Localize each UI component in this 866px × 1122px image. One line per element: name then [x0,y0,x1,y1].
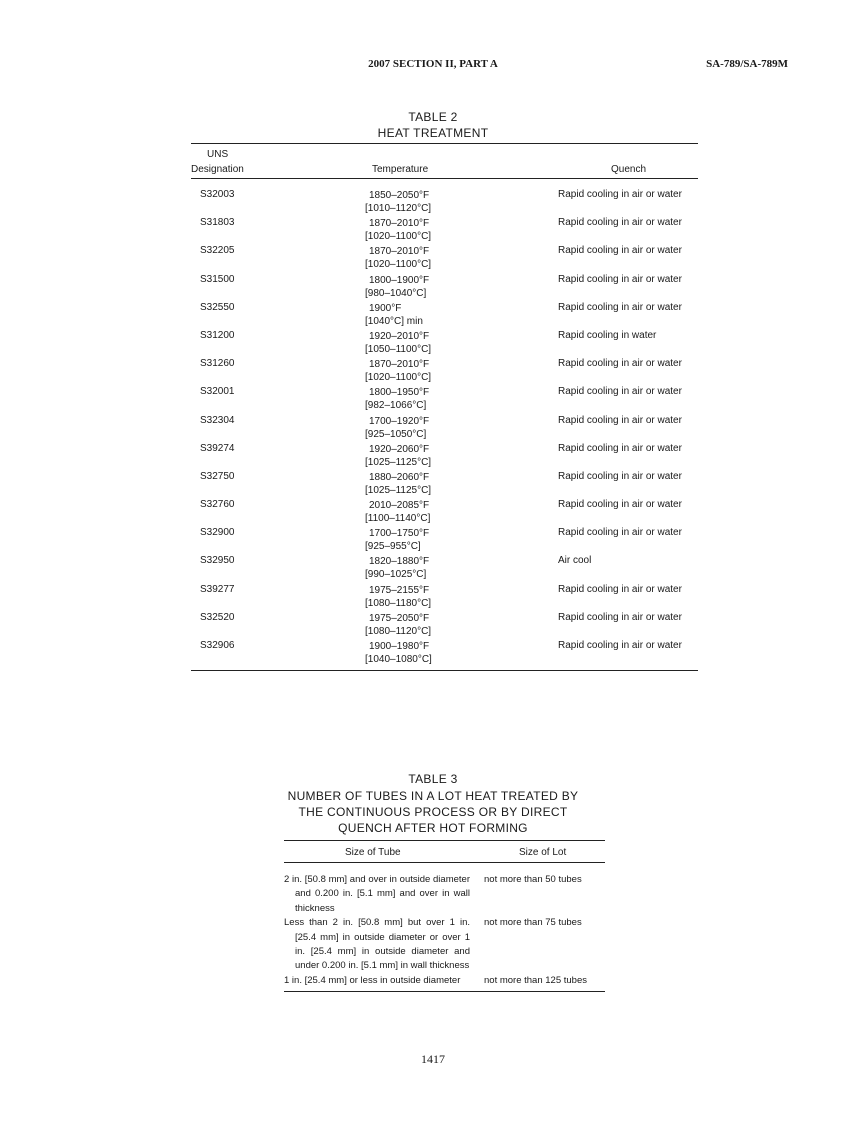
uns-designation-cell: S32950 [200,555,235,567]
size-of-lot-cell: not more than 50 tubes [484,874,582,885]
quench-cell: Rapid cooling in air or water [558,414,682,426]
uns-designation-cell: S32900 [200,527,235,539]
table-row [191,245,698,273]
temperature-cell [365,443,431,469]
table-row [191,612,698,640]
temperature-cell [365,527,429,553]
temperature-celsius: [1025–1125°C] [365,456,432,468]
temperature-celsius: [1040–1080°C] [365,654,432,665]
temperature-celsius: [982–1066°C] [365,400,427,412]
column-header-uns: UNS [207,149,229,160]
temperature-cell [365,274,429,300]
temperature-fahrenheit: 1800–1950°F [369,387,430,399]
uns-designation-cell: S32001 [200,386,235,398]
temperature-cell [365,358,431,384]
uns-designation-cell: S32750 [200,470,235,482]
size-of-tube-cell: 1 in. [25.4 mm] or less in outside diameter [284,974,461,986]
column-header-size-of-tube: Size of Tube [345,847,401,858]
table-row [191,330,698,358]
quench-cell: Rapid cooling in air or water [558,611,682,623]
table-row [191,443,698,471]
page-number: 1417 [421,1052,445,1066]
uns-designation-cell: S32550 [200,301,235,313]
table3-title-line3: QUENCH AFTER HOT FORMING [338,821,528,835]
temperature-celsius: [1100–1140°C] [365,513,431,525]
table3-title-line1: NUMBER OF TUBES IN A LOT HEAT TREATED BY [287,789,579,803]
quench-cell: Rapid cooling in air or water [558,499,682,511]
temperature-celsius: [1020–1100°C] [365,259,432,271]
table-row [284,916,605,974]
temperature-cell [365,189,431,215]
temperature-fahrenheit: 1870–2010°F [369,359,430,371]
temperature-cell [365,330,431,356]
uns-designation-cell: S32304 [200,414,235,426]
quench-cell: Rapid cooling in water [558,329,657,341]
temperature-cell [365,584,431,610]
table-bottom-rule [191,670,698,671]
quench-cell: Rapid cooling in air or water [558,245,682,257]
temperature-fahrenheit: 1870–2010°F [369,218,430,230]
table-row [191,499,698,527]
quench-cell: Rapid cooling in air or water [558,189,682,200]
temperature-celsius: [1010–1120°C] [365,203,432,214]
quench-cell: Rapid cooling in air or water [558,583,682,595]
temperature-cell [365,471,431,497]
quench-cell: Rapid cooling in air or water [558,442,682,454]
temperature-cell [365,415,429,441]
size-of-tube-cell: Less than 2 in. [50.8 mm] but over 1 in. [25.4 mm] in outside diameter or over 1 in. [25.4 mm] in outside diameter and under 0.200 in. [5.1 mm] in wall thickness [284,917,470,972]
temperature-cell [365,640,432,666]
temperature-fahrenheit: 1850–2050°F [369,190,430,201]
uns-designation-cell: S39274 [200,442,235,454]
quench-cell: Rapid cooling in air or water [558,470,682,482]
table-row [284,974,605,988]
uns-designation-cell: S32003 [200,189,235,200]
quench-cell: Rapid cooling in air or water [558,386,682,398]
table-column-headers [284,841,605,862]
temperature-fahrenheit: 1900–1980°F [369,641,430,652]
running-header-section: 2007 SECTION II, PART A [368,58,498,70]
table2-title: HEAT TREATMENT [377,126,489,140]
temperature-cell [365,245,431,271]
table-row [191,640,698,668]
column-header-quench: Quench [611,164,647,175]
temperature-fahrenheit: 1975–2050°F [369,612,430,624]
uns-designation-cell: S39277 [200,583,235,595]
temperature-fahrenheit: 1700–1920°F [369,415,430,427]
temperature-cell [365,302,423,328]
column-header-designation: Designation [191,164,244,175]
quench-cell: Rapid cooling in air or water [558,217,682,229]
table-bottom-rule [284,991,605,992]
uns-designation-cell: S31500 [200,273,235,285]
uns-designation-cell: S32520 [200,611,235,623]
quench-cell: Rapid cooling in air or water [558,273,682,285]
quench-cell: Rapid cooling in air or water [558,301,682,313]
table3-title-line2: THE CONTINUOUS PROCESS OR BY DIRECT [298,805,568,819]
table-column-headers [191,144,698,178]
temperature-celsius: [990–1025°C] [365,569,427,581]
temperature-fahrenheit: 1800–1900°F [369,274,430,286]
table-row [284,873,605,916]
column-header-temperature: Temperature [372,164,429,175]
temperature-cell [365,386,429,412]
temperature-cell [365,217,431,243]
temperature-celsius: [980–1040°C] [365,287,427,299]
table-row [191,527,698,555]
running-header-spec: SA-789/SA-789M [706,58,788,70]
temperature-fahrenheit: 1900°F [369,302,402,314]
quench-cell: Rapid cooling in air or water [558,358,682,370]
temperature-fahrenheit: 1700–1750°F [369,528,430,540]
size-of-lot-cell: not more than 125 tubes [484,974,587,986]
temperature-cell [365,555,429,581]
temperature-celsius: [1040°C] min [365,315,423,327]
table-body [284,863,605,988]
temperature-celsius: [1025–1125°C] [365,484,432,496]
table-row [191,302,698,330]
quench-cell: Rapid cooling in air or water [558,527,682,539]
temperature-fahrenheit: 1920–2060°F [369,443,430,455]
uns-designation-cell: S31803 [200,217,235,229]
temperature-cell [365,499,430,525]
uns-designation-cell: S32205 [200,245,235,257]
temperature-cell [365,612,431,638]
table-row [191,217,698,245]
temperature-fahrenheit: 1820–1880°F [369,556,430,568]
tubes-per-lot-table [284,840,605,992]
temperature-fahrenheit: 2010–2085°F [369,500,430,512]
table-body [191,179,698,668]
table-row [191,189,698,217]
quench-cell: Rapid cooling in air or water [558,640,682,651]
size-of-tube-cell: 2 in. [50.8 mm] and over in outside diameter and 0.200 in. [5.1 mm] and over in wall thickness [284,874,470,914]
temperature-fahrenheit: 1975–2155°F [369,584,430,596]
uns-designation-cell: S31260 [200,358,235,370]
table-row [191,555,698,583]
temperature-celsius: [925–955°C] [365,541,421,553]
table-row [191,415,698,443]
table-row [191,274,698,302]
table3-number: TABLE 3 [408,772,458,786]
temperature-celsius: [1020–1100°C] [365,372,432,384]
uns-designation-cell: S31200 [200,329,235,341]
uns-designation-cell: S32760 [200,499,235,511]
table2-number: TABLE 2 [408,110,458,124]
table-row [191,584,698,612]
temperature-fahrenheit: 1880–2060°F [369,471,430,483]
temperature-celsius: [1050–1100°C] [365,343,432,355]
temperature-celsius: [925–1050°C] [365,428,427,440]
table-row [191,471,698,499]
temperature-fahrenheit: 1920–2010°F [369,330,430,342]
table-row [191,358,698,386]
table-row [191,386,698,414]
quench-cell: Air cool [558,555,592,567]
uns-designation-cell: S32906 [200,640,235,651]
heat-treatment-table [191,143,698,671]
column-header-size-of-lot: Size of Lot [519,847,567,858]
temperature-celsius: [1020–1100°C] [365,231,432,243]
temperature-celsius: [1080–1180°C] [365,597,432,609]
temperature-fahrenheit: 1870–2010°F [369,246,430,258]
temperature-celsius: [1080–1120°C] [365,625,432,637]
size-of-lot-cell: not more than 75 tubes [484,917,582,929]
